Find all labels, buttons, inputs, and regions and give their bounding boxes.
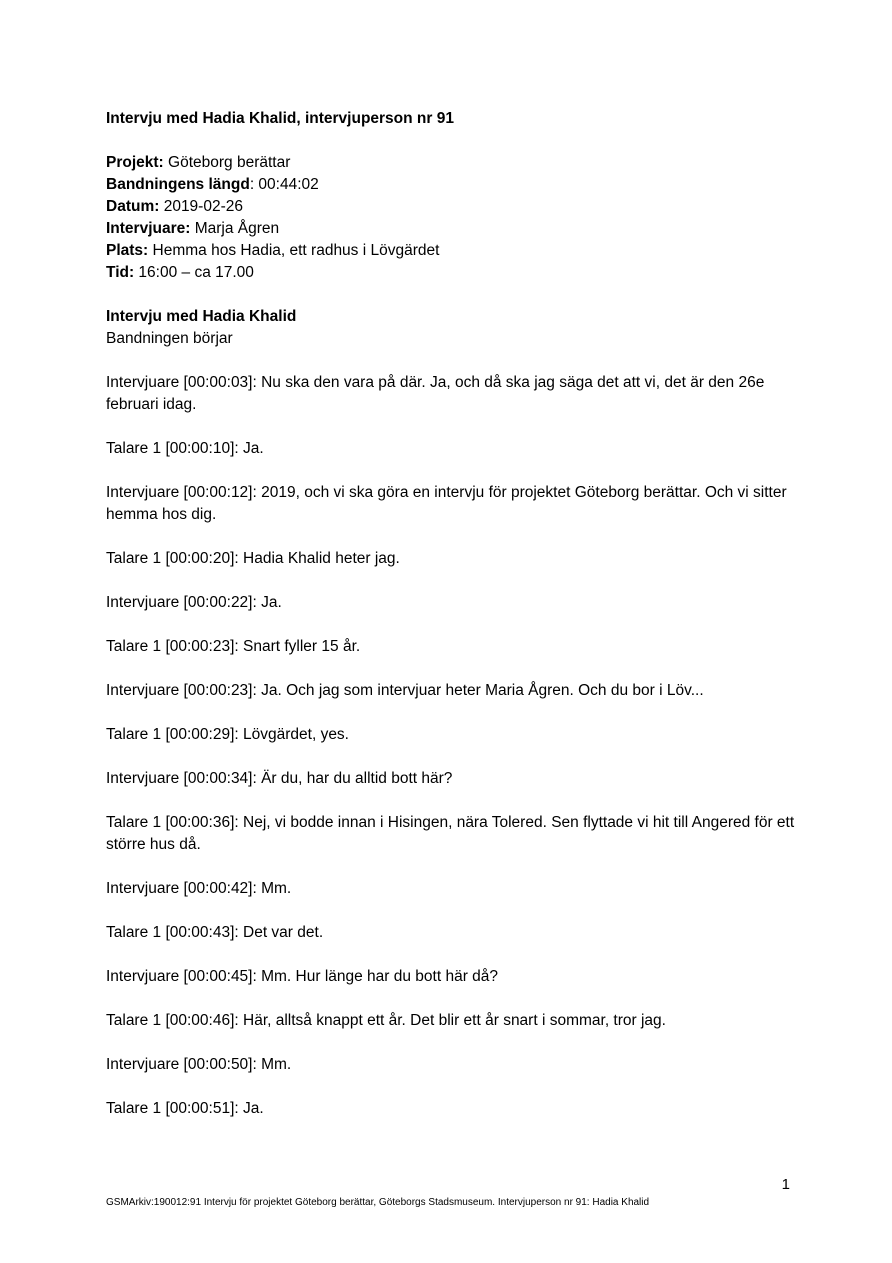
transcript-line: Talare 1 [00:00:23]: Snart fyller 15 år. — [106, 638, 361, 655]
transcript-line: Talare 1 [00:00:46]: Här, alltså knappt ett år. Det blir ett år snart i sommar, tror jag. — [106, 1012, 666, 1029]
transcript-line: Intervjuare [00:00:22]: Ja. — [106, 594, 282, 611]
transcript-line: Intervjuare [00:00:45]: Mm. Hur länge har du bott här då? — [106, 968, 499, 985]
meta-value: 16:00 – ca 17.00 — [134, 264, 254, 281]
section-subtitle: Bandningen börjar — [106, 330, 233, 347]
meta-key: Datum: — [106, 198, 160, 215]
meta-key: Intervjuare: — [106, 220, 191, 237]
meta-value: : 00:44:02 — [249, 176, 319, 193]
meta-value: Göteborg berättar — [163, 154, 291, 171]
transcript-line: Talare 1 [00:00:10]: Ja. — [106, 440, 264, 457]
meta-value: 2019-02-26 — [159, 198, 243, 215]
document-body — [106, 108, 796, 1142]
meta-key: Plats: — [106, 242, 149, 259]
transcript-line: Intervjuare [00:00:12]: 2019, och vi ska göra en intervju för projektet Göteborg berättar. Och vi sitter hemma hos dig. — [106, 484, 787, 523]
meta-row-date — [106, 196, 796, 218]
meta-row-place — [106, 240, 796, 262]
section-title: Intervju med Hadia Khalid — [106, 308, 297, 325]
meta-row-interviewer — [106, 218, 796, 240]
transcript-line: Talare 1 [00:00:29]: Lövgärdet, yes. — [106, 726, 349, 743]
transcript-line: Intervjuare [00:00:42]: Mm. — [106, 880, 292, 897]
meta-key: Bandningens längd — [106, 176, 250, 193]
meta-key: Projekt: — [106, 154, 164, 171]
transcript-line: Intervjuare [00:00:50]: Mm. — [106, 1056, 292, 1073]
meta-row-time — [106, 262, 796, 284]
transcript-line: Talare 1 [00:00:20]: Hadia Khalid heter jag. — [106, 550, 400, 567]
meta-row-project — [106, 152, 796, 174]
transcript-line: Talare 1 [00:00:43]: Det var det. — [106, 924, 324, 941]
meta-key: Tid: — [106, 264, 135, 281]
page-footer: GSMArkiv:190012:91 Intervju för projektet Göteborg berättar, Göteborgs Stadsmuseum. Intervjuperson nr 91: Hadia Khalid — [106, 1197, 650, 1208]
meta-row-recording-length — [106, 174, 796, 196]
meta-value: Hemma hos Hadia, ett radhus i Lövgärdet — [148, 242, 440, 259]
document-title: Intervju med Hadia Khalid, intervjuperson nr 91 — [106, 110, 454, 127]
meta-value: Marja Ågren — [190, 220, 280, 237]
transcript — [106, 372, 796, 1120]
transcript-line: Talare 1 [00:00:36]: Nej, vi bodde innan i Hisingen, nära Tolered. Sen flyttade vi hit till Angered för ett större hus då. — [106, 814, 795, 853]
transcript-line: Intervjuare [00:00:03]: Nu ska den vara på där. Ja, och då ska jag säga det att vi, det är den 26e februari idag. — [106, 374, 765, 413]
page-number: 1 — [781, 1176, 790, 1193]
transcript-line: Talare 1 [00:00:51]: Ja. — [106, 1100, 264, 1117]
transcript-line: Intervjuare [00:00:34]: Är du, har du alltid bott här? — [106, 770, 453, 787]
interview-metadata — [106, 152, 796, 284]
transcript-line: Intervjuare [00:00:23]: Ja. Och jag som intervjuar heter Maria Ågren. Och du bor i Löv... — [106, 682, 704, 699]
